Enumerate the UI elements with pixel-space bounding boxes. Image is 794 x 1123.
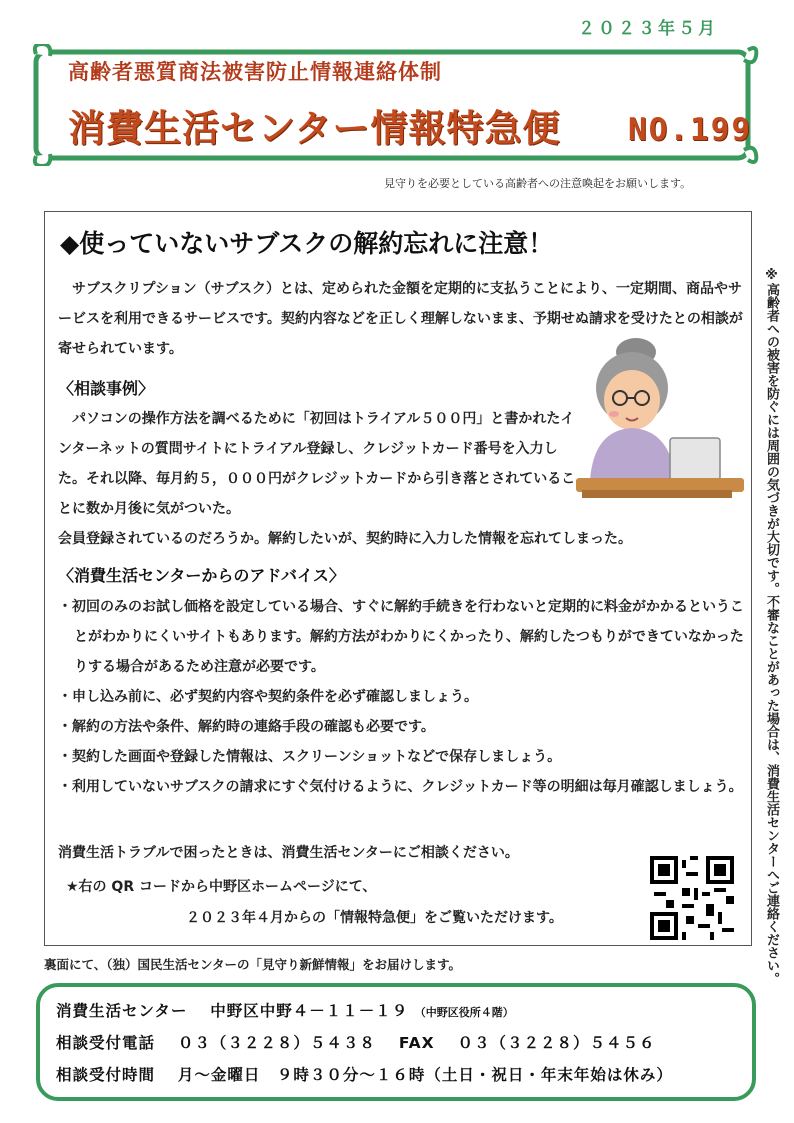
qr-instruction-2: ２０２３年４月からの「情報特急便」をご覧いただけます。 bbox=[186, 910, 563, 926]
phone-line bbox=[56, 1031, 746, 1053]
watch-note: 見守りを必要としている高齢者への注意喚起をお願いします。 bbox=[384, 177, 692, 190]
advice-list bbox=[58, 592, 748, 802]
fax-number: ０３（３２２８）５４５６ bbox=[457, 1034, 656, 1052]
issue-date: ２０２３年５月 bbox=[578, 19, 718, 39]
hours-label: 相談受付時間 bbox=[56, 1066, 156, 1084]
issue-number: NO.199 bbox=[628, 112, 752, 148]
advice-item: ・ 契約した画面や登録した情報は、スクリーンショットなどで保存しましょう。 bbox=[58, 742, 748, 772]
advice-item: ・ 利用していないサブスクの請求にすぐ気付けるように、クレジットカード等の明細は毎月確認しましょう。 bbox=[58, 772, 748, 802]
back-page-note: 裏面にて、（独）国民生活センターの「見守り新鮮情報」をお届けします。 bbox=[44, 957, 462, 972]
tel-number[interactable]: ０３（３２２８）５４３８ bbox=[177, 1034, 376, 1052]
tel-label: 相談受付電話 bbox=[56, 1034, 156, 1052]
case-paragraph-2: 会員登録されているのだろうか。解約したいが、契約時に入力した情報を忘れてしまった。 bbox=[58, 531, 632, 547]
case-body bbox=[58, 404, 578, 524]
newsletter-title: 消費生活センター情報特急便 bbox=[68, 107, 561, 150]
center-address-note: （中野区役所４階） bbox=[414, 1006, 514, 1019]
center-address-line bbox=[56, 999, 746, 1021]
center-address: 中野区中野４－１１－１９ bbox=[210, 1002, 409, 1020]
system-subtitle: 高齢者悪質商法被害防止情報連絡体制 bbox=[68, 60, 442, 84]
advice-item: ・ 申し込み前に、必ず契約内容や契約条件を必ず確認しましょう。 bbox=[58, 682, 748, 712]
center-label: 消費生活センター bbox=[56, 1002, 188, 1020]
fax-label: FAX bbox=[398, 1034, 435, 1052]
hours-line bbox=[56, 1063, 746, 1085]
qr-code-icon[interactable] bbox=[650, 856, 734, 940]
case-paragraph: パソコンの操作方法を調べるために「初回はトライアル５００円」と書かれたインターネットの質問サイトにトライアル登録し、クレジットカード番号を入力した。それ以降、毎月約５，０００円がクレジットカードから引き落とされていることに数か月後に気がついた。 bbox=[58, 411, 576, 517]
qr-instruction: ★右の QR コードから中野区ホームページにて、 bbox=[66, 879, 377, 895]
advice-item: ・ 解約の方法や条件、解約時の連絡手段の確認も必要です。 bbox=[58, 712, 748, 742]
elderly-woman-laptop-illustration bbox=[574, 330, 746, 500]
advice-heading: 〈消費生活センターからのアドバイス〉 bbox=[58, 566, 345, 585]
intro-paragraph: サブスクリプション（サブスク）とは、定められた金額を定期的に支払うことにより、一定期間、商品やサービスを利用できるサービスです。契約内容などを正しく理解しないまま、予期せぬ請求を受けたとの相談が寄せられています。 bbox=[58, 281, 743, 357]
hours-value: 月～金曜日 ９時３０分～１６時（土日・祝日・年末年始は休み） bbox=[177, 1066, 673, 1084]
case-heading: 〈相談事例〉 bbox=[58, 379, 155, 398]
advice-item: ・ 初回のみのお試し価格を設定している場合、すぐに解約手続きを行わないと定期的に料金がかかるということがわかりにくいサイトもあります。解約方法がわかりにくかったり、解約したつもりができていなかったりする場合があるため注意が必要です。 bbox=[58, 592, 748, 682]
side-vertical-note: ※高齢者への被害を防ぐには周囲の気づきが大切です。不審なことがあった場合は、消費生活センターへご連絡ください。 bbox=[764, 268, 779, 985]
article-heading: ◆使っていないサブスクの解約忘れに注意！ bbox=[60, 229, 554, 258]
closing-text: 消費生活トラブルで困ったときは、消費生活センターにご相談ください。 bbox=[58, 845, 519, 861]
